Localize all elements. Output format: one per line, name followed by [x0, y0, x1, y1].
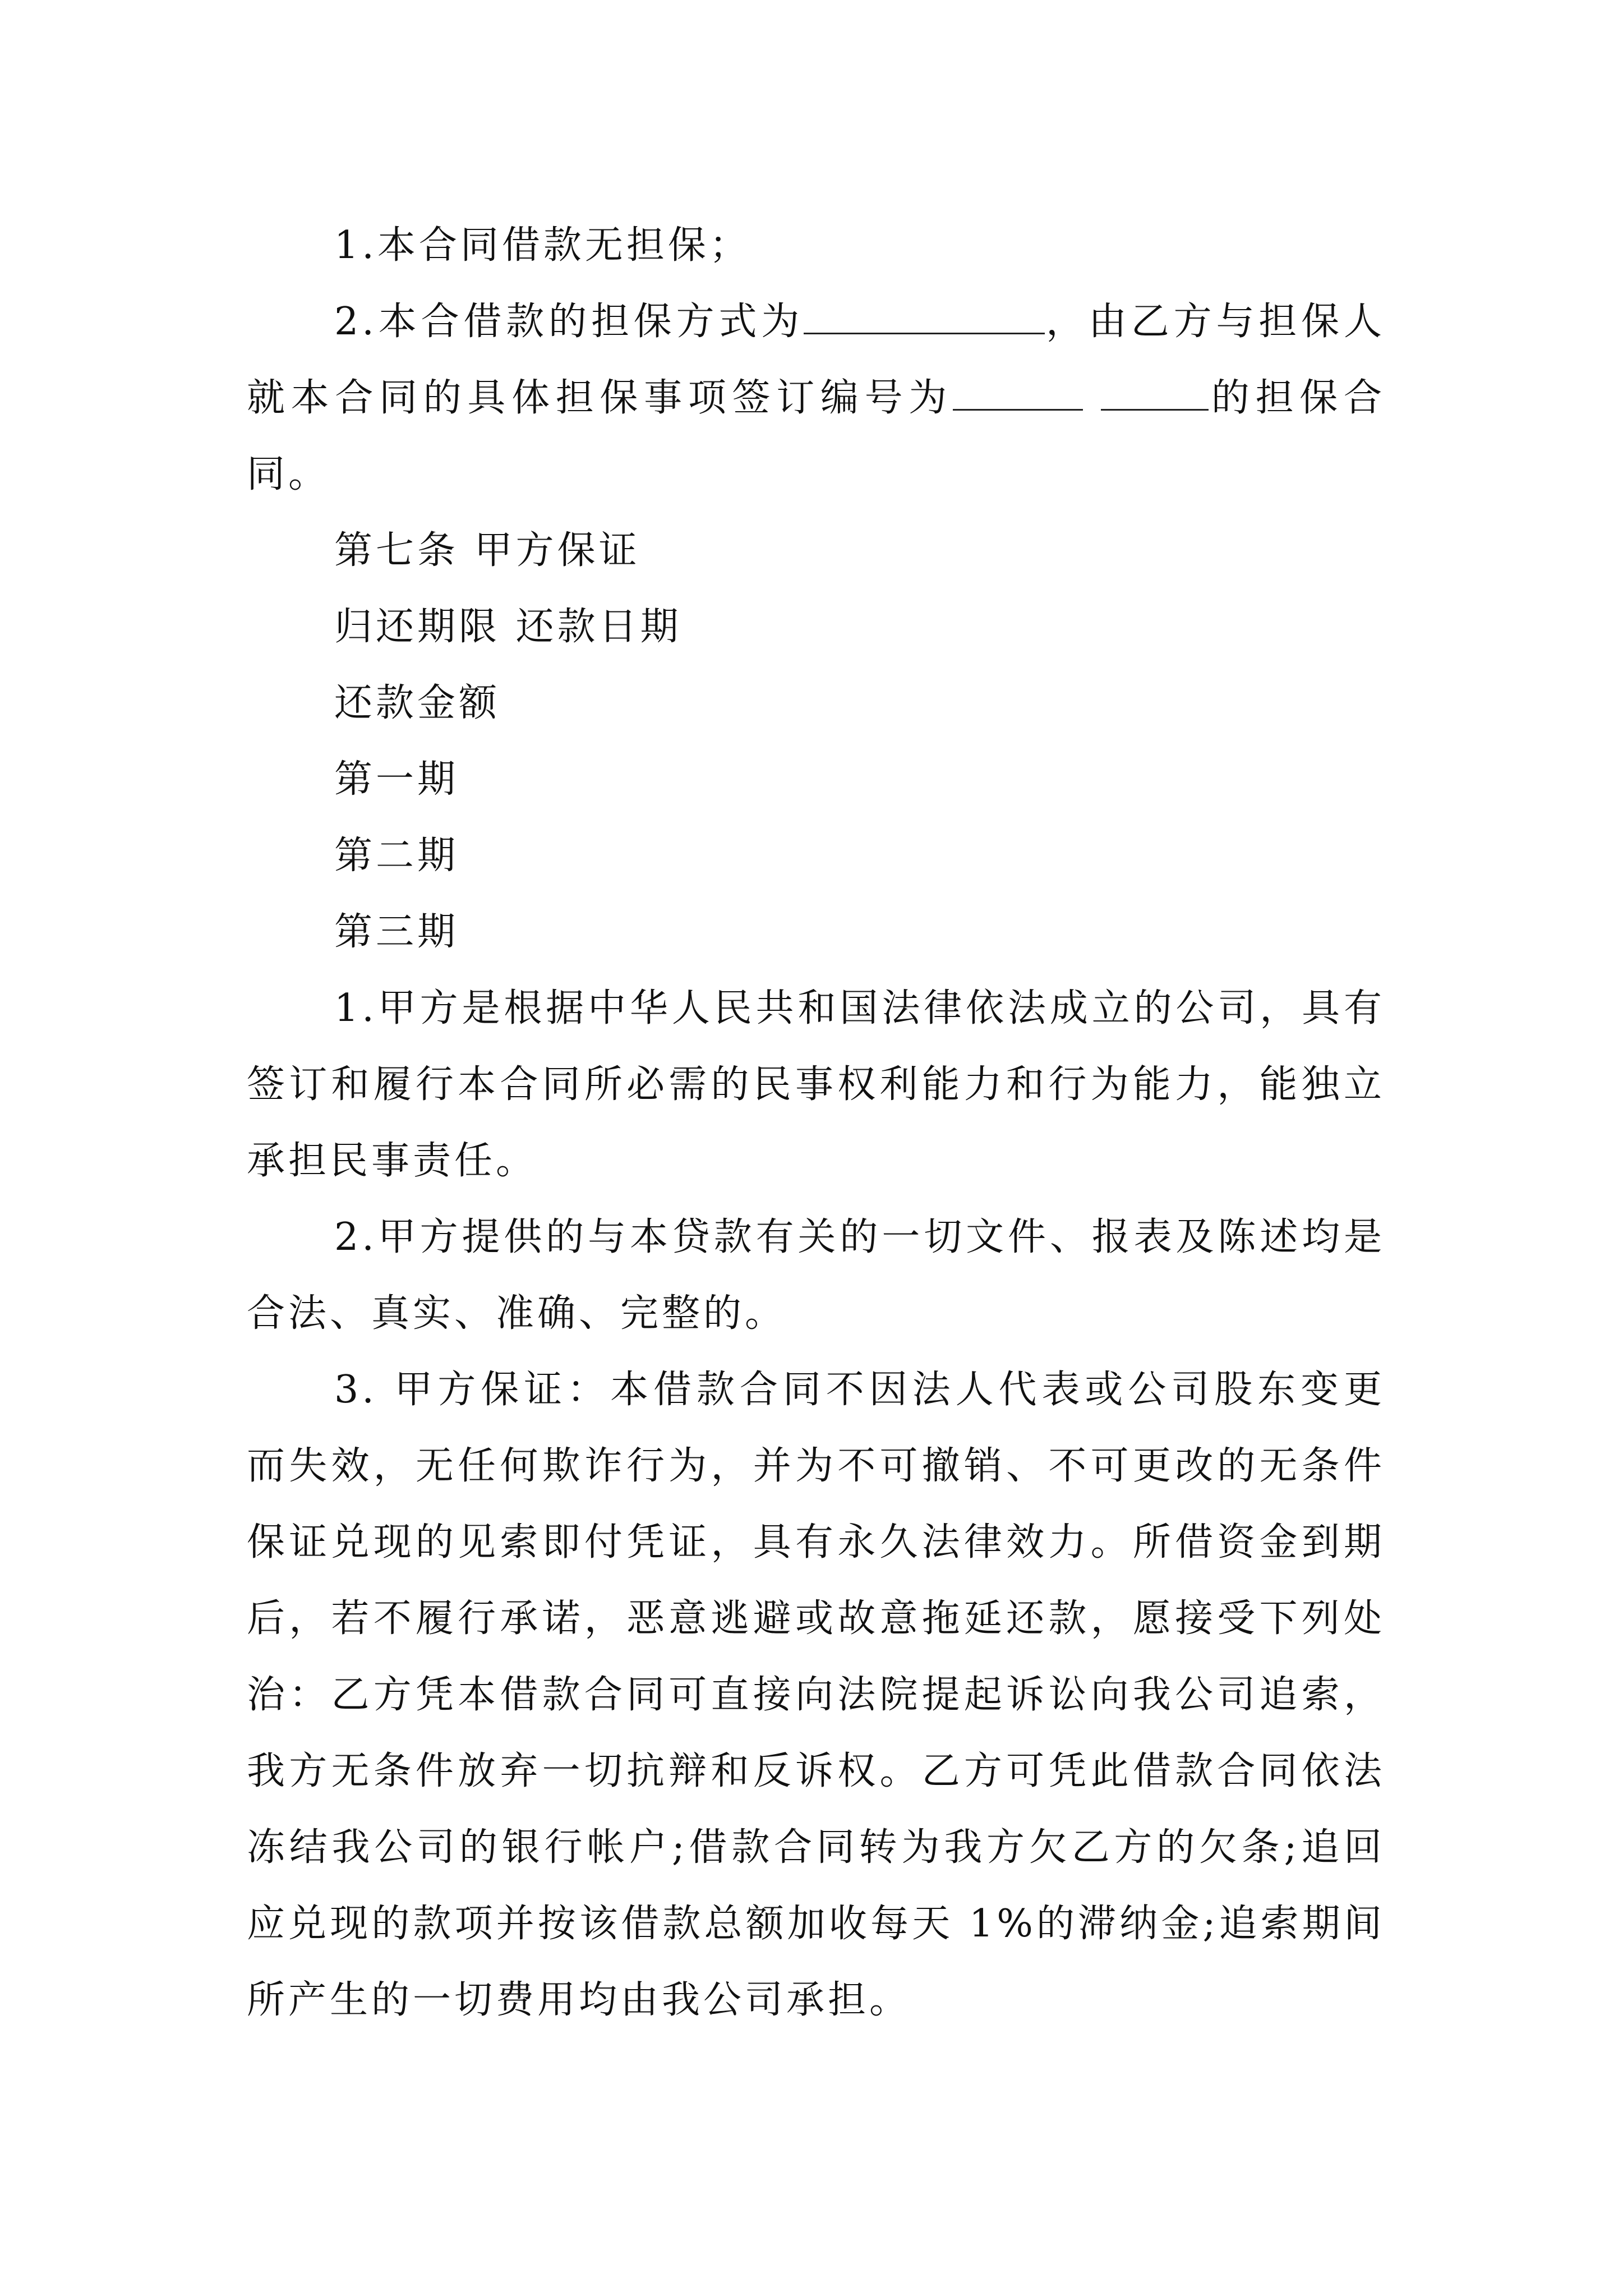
- warranty-2: 2.甲方提供的与本贷款有关的一切文件、报表及陈述均是合法、真实、准确、完整的。: [247, 1215, 1385, 1336]
- warranty-3: 3. 甲方保证：本借款合同不因法人代表或公司股东变更而失效，无任何欺诈行为，并为不可撤销、不可更改的无条件保证兑现的见索即付凭证，具有永久法律效力。所借资金到期后，若不履行承诺，恶意逃避或故意拖延还款，愿接受下列处治：乙方凭本借款合同可直接向法院提起诉讼向我公司追索，我方无条件放弃一切抗辩和反诉权。乙方可凭此借款合同依法冻结我公司的银行帐户;借款合同转为我方欠乙方的欠条;追回应兑现的款项并按该借款总额加收每天 1%的滞纳金;追索期间所产生的一切费用均由我公司承担。: [247, 1368, 1385, 2022]
- warranty-1: 1.甲方是根据中华人民共和国法律依法成立的公司，具有签订和履行本合同所必需的民事权利能力和行为能力，能独立承担民事责任。: [247, 986, 1385, 1183]
- contract-number-blank-1: [953, 375, 1083, 411]
- period-2: 第二期: [334, 834, 459, 878]
- guarantee-method-blank: [804, 299, 1045, 334]
- repayment-header-2: 还款金额: [334, 681, 501, 725]
- document-body: [247, 208, 1385, 2039]
- period-3: 第三期: [334, 910, 459, 954]
- clause-guarantee-method-text-2: ，由乙方与担保人就本合同的具体担保事项签订编号为: [247, 300, 1385, 420]
- contract-number-blank-2: [1101, 375, 1209, 411]
- clause-guarantee-method-text-3: 的担保合同。: [247, 376, 1385, 496]
- clause-guarantee-method-text-1: 2.本合借款的担保方式为: [334, 300, 804, 344]
- clause-guarantee-method: [247, 284, 1385, 513]
- repayment-header-1: 归还期限 还款日期: [334, 605, 682, 649]
- clause-no-guarantee: 1.本合同借款无担保；: [334, 223, 751, 268]
- article-seven-title: 第七条 甲方保证: [334, 528, 640, 573]
- period-1: 第一期: [334, 757, 459, 802]
